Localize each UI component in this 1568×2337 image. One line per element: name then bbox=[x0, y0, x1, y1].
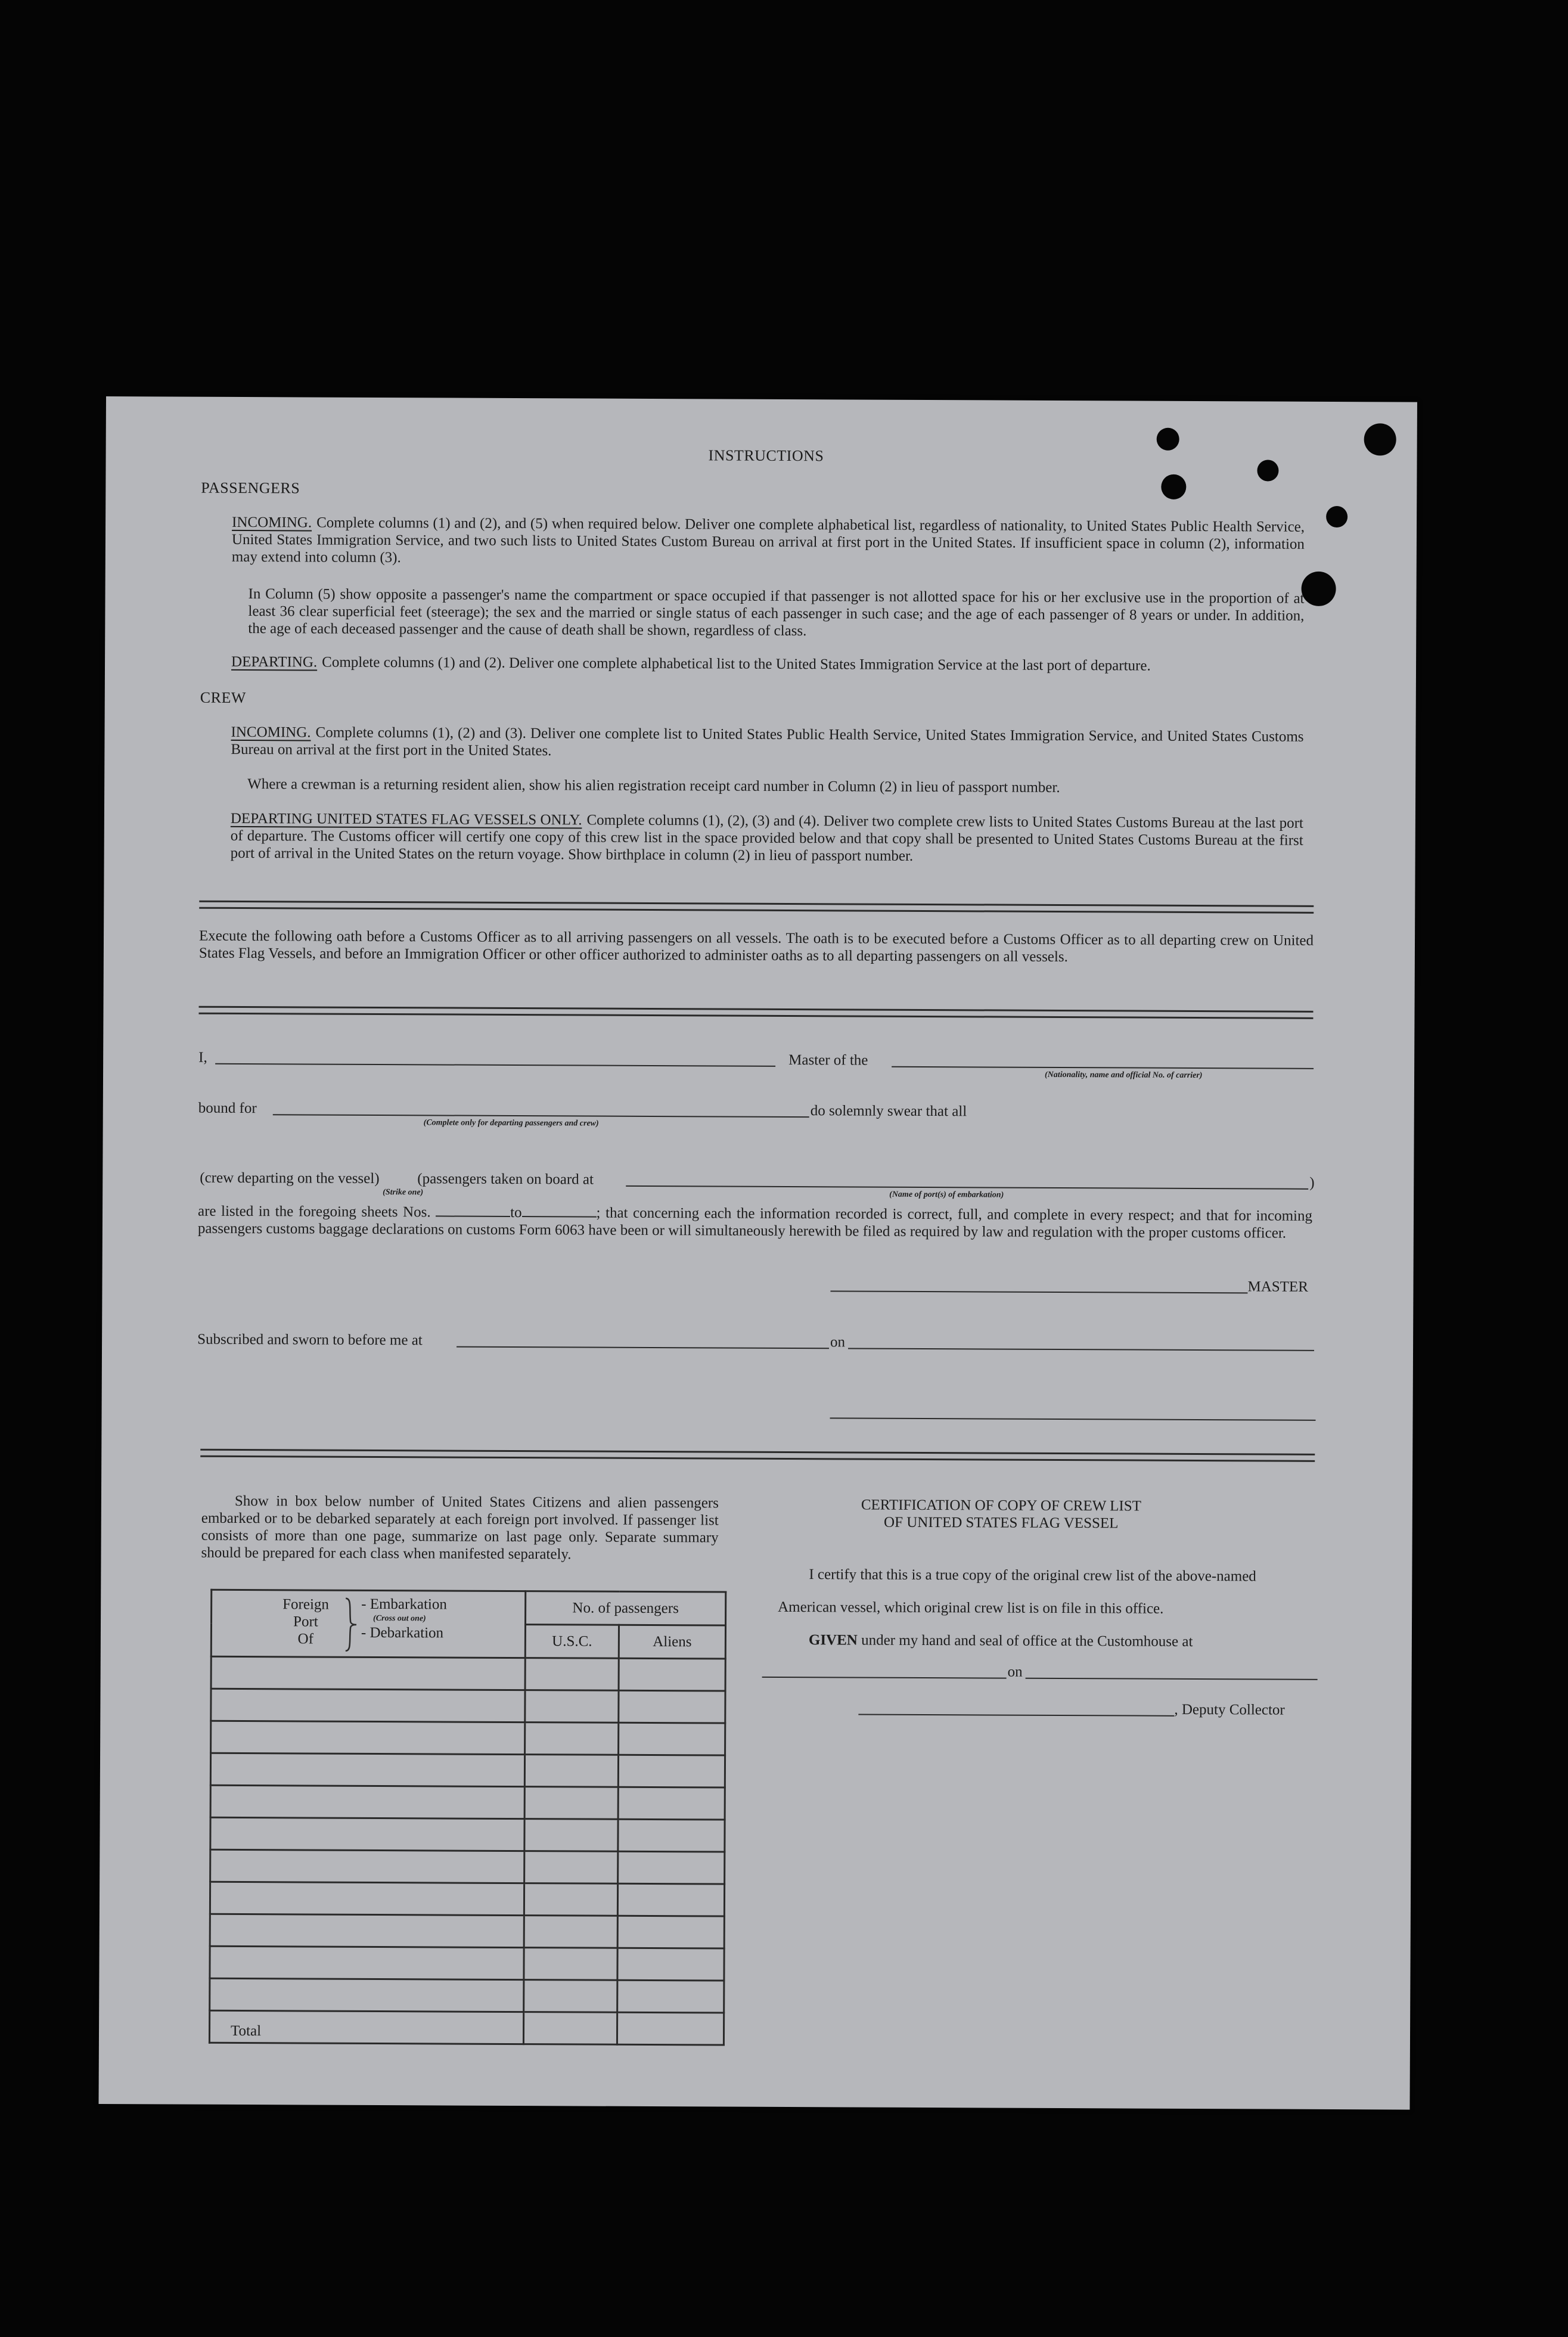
embarkation-label: - Embarkation bbox=[361, 1596, 447, 1613]
oath-instructions: Execute the following oath before a Customs Officer as to all arriving passengers on all vessels. The oath is to be executed before a Customs Officer as to all departing crew on United States Flag Vessels, and before an Immigration Officer or other officer authorized to administer oaths as to all departing passengers on all vessels. bbox=[198, 927, 1314, 966]
passengers-departing-paragraph bbox=[231, 653, 1304, 675]
table-row bbox=[211, 1689, 725, 1723]
aliens-cell[interactable] bbox=[618, 1851, 725, 1884]
port-cell[interactable] bbox=[211, 1721, 525, 1754]
usc-cell[interactable] bbox=[524, 1851, 618, 1884]
sworn-date-field[interactable] bbox=[848, 1348, 1314, 1351]
port-cell[interactable] bbox=[210, 1978, 524, 2012]
form-sheet bbox=[98, 396, 1417, 2110]
vessel-field[interactable] bbox=[892, 1066, 1314, 1069]
certification-date-field[interactable] bbox=[1026, 1678, 1318, 1680]
usc-cell[interactable] bbox=[525, 1723, 619, 1755]
ports-note: (Name of port(s) of embarkation) bbox=[889, 1190, 1004, 1200]
subscribed-label: Subscribed and sworn to before me at bbox=[197, 1331, 423, 1349]
table-row bbox=[210, 1978, 724, 2013]
aliens-cell[interactable] bbox=[619, 1658, 725, 1691]
table-row bbox=[210, 1914, 724, 1948]
master-label: MASTER bbox=[1247, 1278, 1308, 1295]
usc-cell[interactable] bbox=[524, 1787, 618, 1820]
aliens-cell[interactable] bbox=[617, 1883, 724, 1916]
double-rule bbox=[198, 1006, 1313, 1019]
certification-title-line1: CERTIFICATION OF COPY OF CREW LIST bbox=[861, 1497, 1141, 1514]
listed-paragraph bbox=[198, 1203, 1312, 1242]
usc-cell[interactable] bbox=[525, 1690, 619, 1723]
bound-for-field[interactable] bbox=[273, 1114, 809, 1118]
crew-heading: CREW bbox=[200, 688, 246, 707]
passengers-departing-lead: DEPARTING. bbox=[231, 653, 318, 671]
crew-resident-paragraph: Where a crewman is a returning resident alien, show his alien registration receipt card number in Column (2) in lieu of passport number. bbox=[247, 776, 1060, 796]
listed-rest: ; that concerning each the information recorded is correct, full, and complete in every respect; and that for incoming passengers customs baggage declarations on customs Form 6063 have been or will simultaneously herewith be filed as required by law and regulation with the proper customs officer. bbox=[197, 1205, 1313, 1242]
usc-total-cell[interactable] bbox=[523, 2012, 617, 2045]
certification-given bbox=[809, 1632, 1193, 1650]
passenger-summary-table bbox=[209, 1589, 726, 2046]
passengers-incoming-lead: INCOMING. bbox=[232, 514, 312, 531]
port-cell[interactable] bbox=[210, 1817, 524, 1851]
swear-label: do solemnly swear that all bbox=[810, 1103, 967, 1120]
passengers-departing-text: Complete columns (1) and (2). Deliver one complete alphabetical list to the United States Immigration Service at the last port of departure. bbox=[322, 654, 1151, 674]
foreign-label: Foreign bbox=[282, 1596, 329, 1613]
usc-cell[interactable] bbox=[524, 1755, 618, 1787]
table-row bbox=[211, 1721, 725, 1755]
ports-field[interactable] bbox=[626, 1185, 1308, 1190]
officer-signature-field[interactable] bbox=[830, 1417, 1316, 1421]
debarkation-label: - Debarkation bbox=[361, 1624, 444, 1641]
port-cell[interactable] bbox=[210, 1849, 524, 1883]
usc-header: U.S.C. bbox=[525, 1625, 619, 1659]
crew-flag-paragraph bbox=[231, 810, 1303, 867]
deputy-collector-label: , Deputy Collector bbox=[1174, 1701, 1285, 1718]
table-row bbox=[210, 1849, 725, 1884]
aliens-header: Aliens bbox=[619, 1625, 725, 1659]
aliens-cell[interactable] bbox=[619, 1723, 725, 1755]
port-cell[interactable] bbox=[210, 1914, 524, 1947]
master-signature-field[interactable] bbox=[830, 1290, 1247, 1293]
table-row bbox=[210, 1882, 724, 1916]
total-label: Total bbox=[209, 2010, 523, 2044]
of-label: Of bbox=[297, 1631, 314, 1647]
punch-hole bbox=[1157, 428, 1179, 451]
aliens-cell[interactable] bbox=[618, 1755, 725, 1787]
brace-icon bbox=[343, 1597, 358, 1652]
table-row bbox=[210, 1817, 725, 1852]
port-cell[interactable] bbox=[211, 1656, 525, 1690]
table-row bbox=[210, 1785, 725, 1820]
master-name-field[interactable] bbox=[215, 1063, 775, 1067]
summary-note: Show in box below number of United States Citizens and alien passengers embarked or to be debarked separately at each foreign port involved. If passenger list consists of more than one page, summarize on last page only. Separate summary should be prepared for each class when manifested separately. bbox=[201, 1492, 719, 1563]
table-row bbox=[211, 1656, 725, 1691]
aliens-cell[interactable] bbox=[619, 1690, 725, 1723]
crew-incoming-lead: INCOMING. bbox=[231, 724, 311, 741]
sheet-to-field[interactable] bbox=[522, 1205, 597, 1218]
usc-cell[interactable] bbox=[524, 1916, 617, 1948]
aliens-cell[interactable] bbox=[617, 1980, 724, 2013]
double-rule bbox=[199, 901, 1314, 914]
aliens-cell[interactable] bbox=[617, 1916, 724, 1948]
port-label: Port bbox=[293, 1613, 318, 1630]
punch-hole bbox=[1257, 460, 1278, 481]
sworn-at-field[interactable] bbox=[457, 1346, 829, 1349]
bound-for-label: bound for bbox=[198, 1100, 257, 1117]
table-row bbox=[210, 1946, 724, 1981]
passengers-incoming-text: Complete columns (1) and (2), and (5) when required below. Deliver one complete alphabetical list, regardless of nationality, to United States Public Health Service, United States Immigration Service, and two such lists to United States Custom Bureau on arrival at first port in the United States. If insufficient space in column (2), information may extend into column (3). bbox=[231, 514, 1305, 566]
passengers-incoming-paragraph bbox=[232, 514, 1305, 570]
given-rest: under my hand and seal of office at the Customhouse at bbox=[861, 1632, 1193, 1650]
certification-title-line2: OF UNITED STATES FLAG VESSEL bbox=[884, 1514, 1119, 1532]
passengers-column5-paragraph: In Column (5) show opposite a passenger's name the compartment or space occupied if that passenger is not allotted space for his or her exclusive use in the proportion of at least 36 clear superficial feet (steerage); the sex and the married or single status of each passenger in such case; and the age of each passenger of 8 years or under. In addition, the age of each deceased passenger and the cause of death shall be shown, regardless of class. bbox=[248, 586, 1305, 640]
double-rule bbox=[200, 1449, 1315, 1462]
aliens-cell[interactable] bbox=[617, 1948, 724, 1981]
instructions-title: INSTRUCTIONS bbox=[708, 446, 824, 465]
port-cell[interactable] bbox=[210, 1785, 524, 1818]
passengers-taken-label: (passengers taken on board at bbox=[417, 1171, 594, 1188]
usc-cell[interactable] bbox=[524, 1980, 617, 2013]
aliens-cell[interactable] bbox=[618, 1819, 725, 1852]
listed-start: are listed in the foregoing sheets Nos. bbox=[197, 1203, 431, 1221]
crew-incoming-paragraph bbox=[231, 724, 1303, 763]
port-cell[interactable] bbox=[210, 1946, 524, 1979]
certification-on-label: on bbox=[1007, 1663, 1023, 1680]
punch-hole bbox=[1364, 423, 1396, 455]
punch-hole bbox=[1161, 474, 1186, 499]
aliens-total-cell[interactable] bbox=[617, 2012, 724, 2045]
port-cell[interactable] bbox=[210, 1753, 524, 1786]
nationality-note: (Nationality, name and official No. of carrier) bbox=[1045, 1070, 1203, 1081]
strike-note: (Strike one) bbox=[383, 1188, 424, 1197]
master-of-label: Master of the bbox=[788, 1052, 868, 1069]
cross-out-note: (Cross out one) bbox=[373, 1613, 426, 1624]
aliens-cell[interactable] bbox=[618, 1787, 725, 1820]
port-cell[interactable] bbox=[211, 1689, 525, 1722]
total-row bbox=[209, 2010, 724, 2045]
certification-line2: American vessel, which original crew list is on file in this office. bbox=[778, 1599, 1164, 1617]
sheet-from-field[interactable] bbox=[436, 1205, 510, 1217]
passengers-heading: PASSENGERS bbox=[201, 479, 300, 497]
listed-to: to bbox=[510, 1204, 522, 1221]
deputy-signature-field[interactable] bbox=[858, 1714, 1174, 1717]
crew-flag-lead: DEPARTING UNITED STATES FLAG VESSELS ONLY. bbox=[230, 810, 582, 828]
usc-cell[interactable] bbox=[524, 1819, 618, 1852]
customhouse-field[interactable] bbox=[762, 1677, 1007, 1679]
table-row bbox=[210, 1753, 725, 1787]
crew-incoming-text: Complete columns (1), (2) and (3). Deliver one complete list to United States Public Health Service, United States Immigration Service, and United States Customs Bureau on arrival at the first port in the United States. bbox=[231, 724, 1304, 759]
crew-departing-label: (crew departing on the vessel) bbox=[200, 1169, 380, 1187]
sworn-on-label: on bbox=[830, 1334, 846, 1351]
close-paren: ) bbox=[1309, 1174, 1315, 1191]
usc-cell[interactable] bbox=[524, 1948, 617, 1981]
usc-cell[interactable] bbox=[525, 1658, 619, 1691]
oath-i-label: I, bbox=[198, 1049, 207, 1066]
certification-line1: I certify that this is a true copy of the original crew list of the above-named bbox=[809, 1566, 1256, 1585]
port-cell[interactable] bbox=[210, 1882, 524, 1915]
given-label: GIVEN bbox=[808, 1632, 858, 1649]
punch-hole bbox=[1326, 506, 1347, 527]
crew-flag-text: Complete columns (1), (2), (3) and (4). Deliver two complete crew lists to United States Customs Bureau at the last port of departure. The Customs officer will certify one copy of this crew list in the space provided below and that copy shall be presented to United States Customs Bureau at the first port of arrival in the United States on the return voyage. Show birthplace in column (2) in lieu of passport number. bbox=[230, 812, 1303, 864]
certification-title bbox=[793, 1496, 1210, 1532]
punch-hole bbox=[1301, 572, 1336, 606]
no-of-passengers-header: No. of passengers bbox=[526, 1591, 726, 1625]
departing-note: (Complete only for departing passengers and crew) bbox=[423, 1118, 599, 1128]
usc-cell[interactable] bbox=[524, 1883, 617, 1916]
port-header-cell bbox=[211, 1590, 525, 1658]
